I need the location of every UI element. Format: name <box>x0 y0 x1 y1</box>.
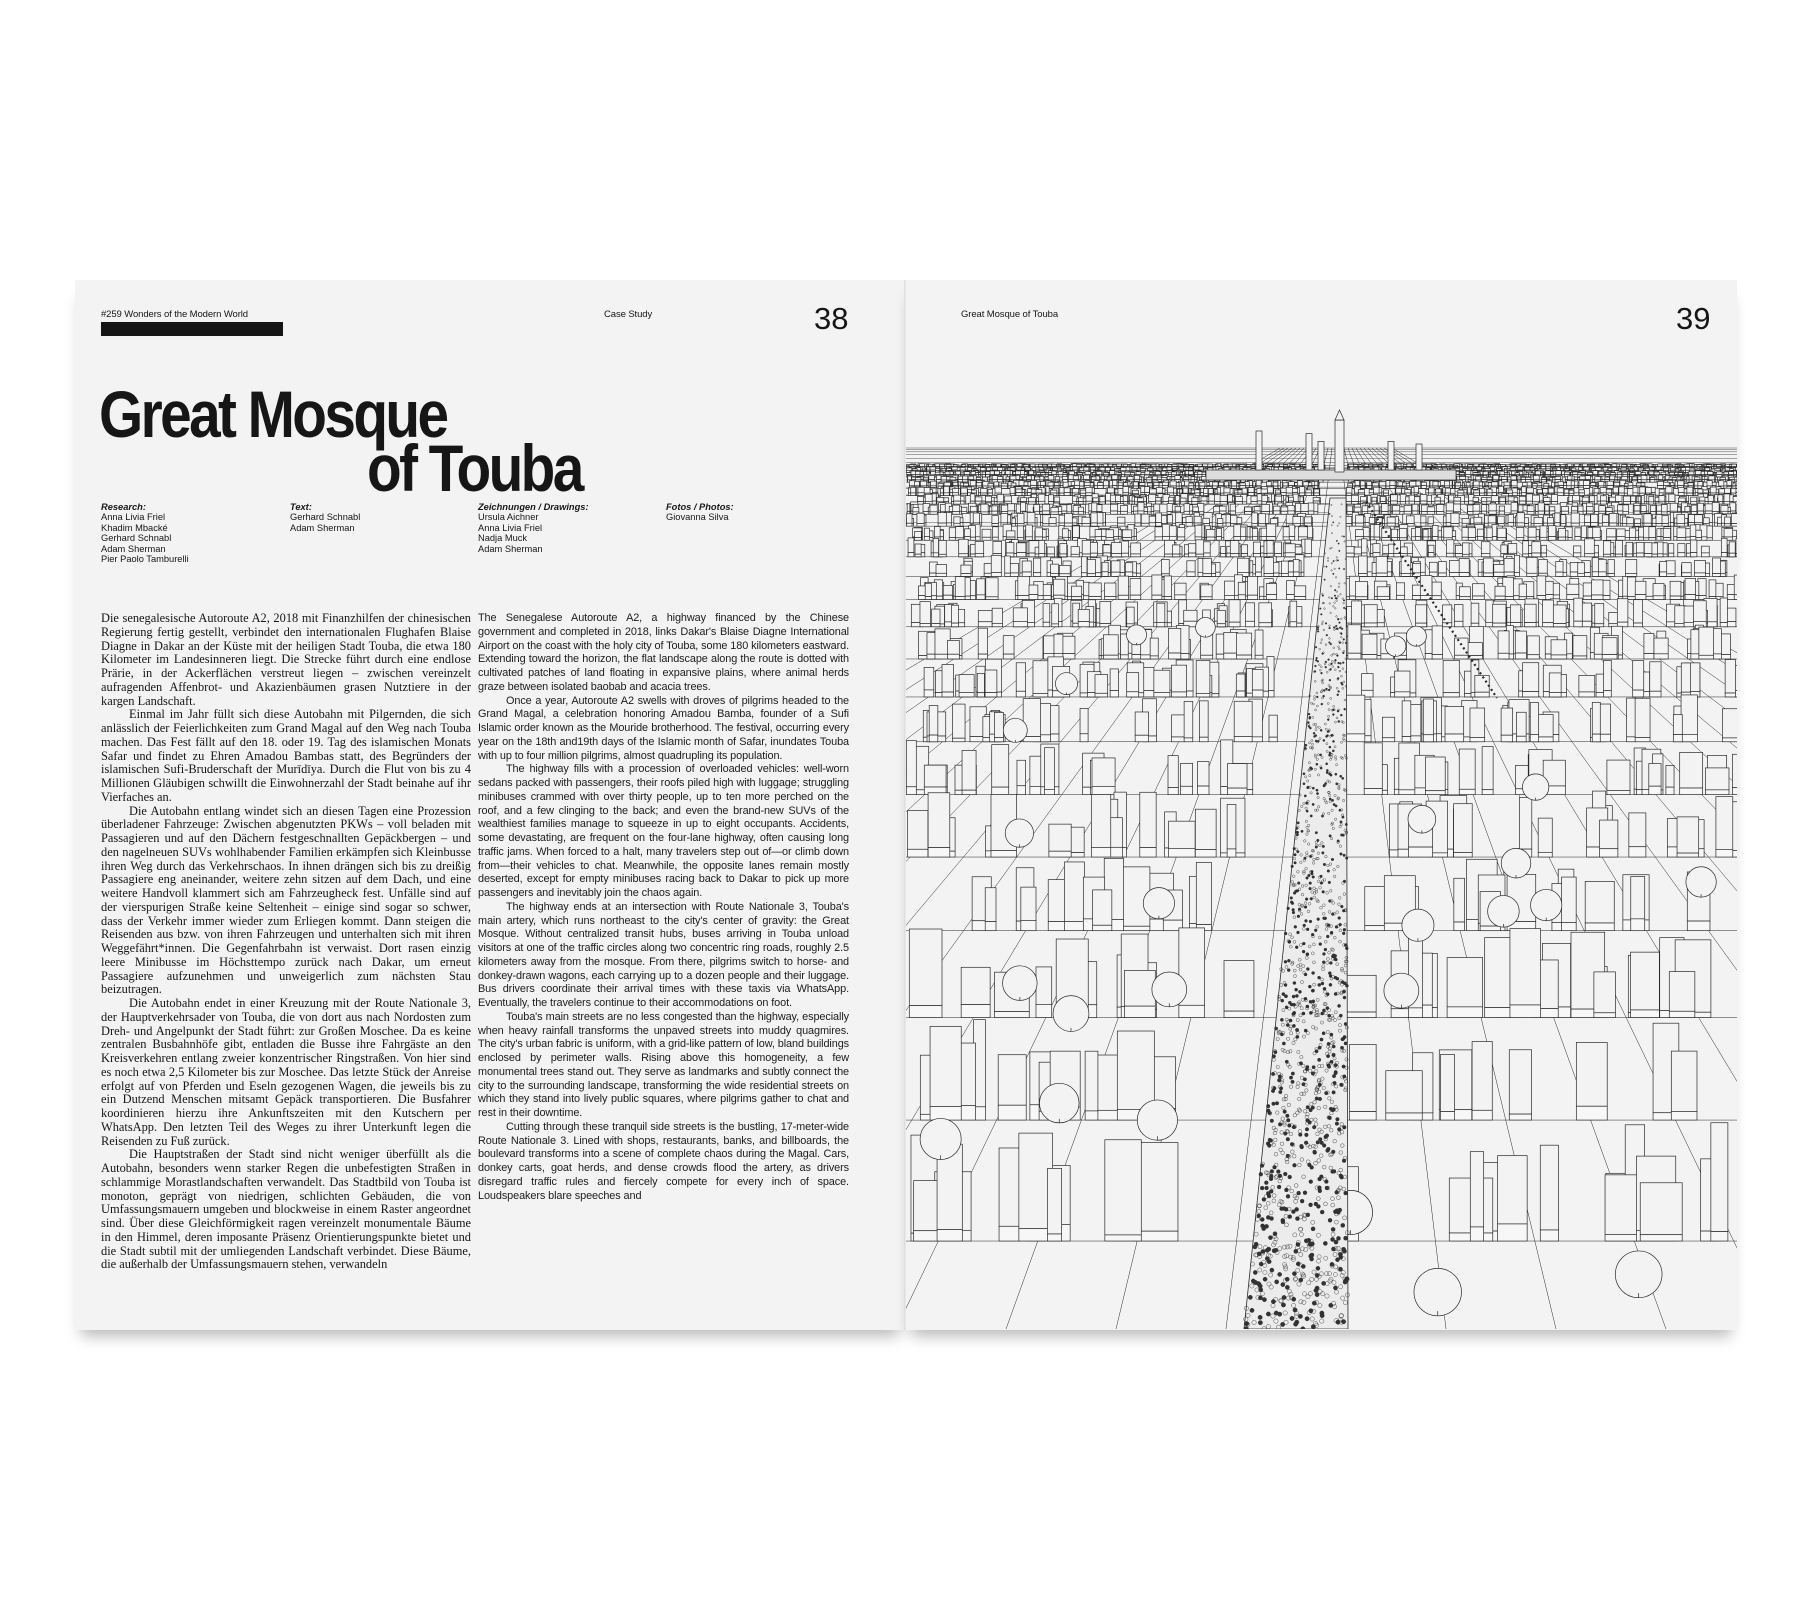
building <box>1603 467 1608 470</box>
building <box>1145 471 1150 475</box>
building <box>1493 475 1499 479</box>
credit-name: Nadja Muck <box>478 533 528 544</box>
building <box>1175 476 1180 480</box>
building-wall <box>1521 479 1526 482</box>
building <box>1107 477 1111 480</box>
building <box>1052 471 1056 474</box>
building <box>1574 464 1579 467</box>
page-number-right: 39 <box>1676 301 1711 336</box>
building <box>1582 464 1587 467</box>
building <box>1146 477 1152 479</box>
building <box>1595 477 1601 480</box>
building <box>1533 476 1539 480</box>
line-drawing-aerial-view-icon <box>906 400 1737 1329</box>
building <box>1112 475 1117 480</box>
building <box>1596 468 1601 471</box>
building <box>1085 472 1091 475</box>
german-text-column <box>101 612 471 1302</box>
building <box>1684 464 1689 466</box>
credit-name: Pier Paolo Tamburelli <box>101 554 189 565</box>
building <box>1103 464 1107 467</box>
building <box>1072 464 1077 467</box>
building <box>1573 472 1578 475</box>
building <box>994 471 999 475</box>
building <box>1183 477 1189 480</box>
building <box>996 464 1000 467</box>
building <box>1476 476 1481 480</box>
building <box>1203 464 1208 467</box>
building <box>1731 464 1736 466</box>
building-wall <box>1146 480 1152 482</box>
building <box>1121 467 1126 470</box>
building <box>1035 477 1040 480</box>
building <box>1427 464 1432 466</box>
credit-label: Zeichnungen / Drawings: <box>478 502 589 512</box>
building <box>1605 477 1609 479</box>
building <box>1184 481 1189 486</box>
building <box>1161 477 1166 479</box>
building <box>945 472 950 475</box>
building <box>1121 477 1127 480</box>
paragraph: The highway ends at an intersection with Route Nationale 3, Touba's main artery, which runs northeast to the city's center of gravity: the Great Mosque. Without centralized transit hubs, buses arriving in Touba unload visitors at one of the traffic circles along two concentric ring roads, roughly 2.5 kilometers away from the mosque. From there, pilgrims switch to horse- and donkey-drawn wagons, each carrying up to a dozen people and their luggage. Bus drivers coordinate their arrival times with these taxis via WhatsApp. Eventually, the travelers continue to their accommodations on foot. <box>478 900 849 1009</box>
building <box>1163 468 1167 470</box>
building <box>969 476 974 479</box>
building <box>1536 471 1541 475</box>
credit-name: Anna Livia Friel <box>101 512 166 523</box>
building <box>1016 471 1021 475</box>
building <box>1208 464 1213 466</box>
building <box>1396 464 1401 466</box>
building <box>1658 475 1663 479</box>
credit-name: Adam Sherman <box>478 543 543 554</box>
building-wall <box>1641 480 1647 482</box>
header-bar <box>101 322 283 336</box>
building <box>1477 467 1482 470</box>
building <box>1069 471 1075 475</box>
building <box>1161 471 1165 475</box>
paragraph: Die Hauptstraßen der Stadt sind nicht weniger überfüllt als die Autobahn, besonders wenn starker Regen die unbefestigten Straßen in schlammige Morastlandschaften verwandelt. Das Stadtbild von Touba ist monoton, geprägt von niedrigen, schlichten Gebäuden, die von Umfassungsmauern umgeben und blockweise in einem Raster angeordnet sind. Über diese Gleichförmigkeit ragen vereinzelt monumentale Bäume in den Himmel, deren imposante Präsenz Orientierungspunkte bietet und die Stadt subtil mit der umliegenden Landschaft verbindet. Diese Bäume, die außerhalb der Umfassungsmauern stehen, verwandeln <box>101 1147 471 1272</box>
building <box>1029 471 1034 475</box>
building <box>1555 477 1561 480</box>
building <box>1055 477 1059 480</box>
building <box>998 468 1003 471</box>
building <box>1685 467 1689 470</box>
building <box>1695 477 1700 479</box>
building <box>1136 472 1141 475</box>
building <box>1610 476 1615 480</box>
building <box>915 471 920 474</box>
building-wall <box>1717 475 1723 477</box>
building <box>1151 464 1156 466</box>
building <box>1084 475 1090 479</box>
building <box>935 472 940 475</box>
building <box>930 467 935 470</box>
building <box>971 471 975 474</box>
paragraph: Cutting through these tranquil side streets is the bustling, 17-meter-wide Route Nationale 3. Lined with shops, restaurants, banks, and billboards, the boulevard transforms into a scene of complete chaos during the Magal. Cars, donkey carts, goat herds, and dense crowds flood the artery, as drivers disregard traffic rules and fiercely compete for every inch of space. Loudspeakers blare speeches and <box>478 1120 849 1202</box>
credit-name: Khadim Mbacké <box>101 522 168 533</box>
building <box>1649 472 1654 475</box>
credit-name: Giovanna Silva <box>666 512 729 523</box>
building <box>1466 471 1471 475</box>
building <box>1460 476 1466 479</box>
building <box>986 468 990 471</box>
building <box>1127 477 1133 480</box>
building <box>1622 476 1628 479</box>
building <box>1656 467 1661 470</box>
building <box>1073 476 1078 480</box>
building <box>1568 476 1572 480</box>
building <box>1134 475 1139 479</box>
paragraph: Touba's main streets are no less congested than the highway, especially when heavy rainfall transforms the unpaved streets into muddy quagmires. The city's urban fabric is uniform, with a grid-like pattern of low, bland buildings enclosed by perimeter walls. Rising above this homogeneity, a few monumental trees stand out. They serve as landmarks and subtly connect the city to the surrounding landscape, transforming the wide residential streets on which they stand into lively public squares, where pilgrims gather to chat and rest in their downtime. <box>478 1010 849 1119</box>
building <box>1511 476 1516 480</box>
building <box>956 471 961 475</box>
building <box>1623 472 1628 475</box>
building <box>1729 472 1734 475</box>
building <box>1062 477 1067 480</box>
building <box>936 475 941 479</box>
building <box>1632 477 1637 480</box>
building <box>1139 483 1145 486</box>
building <box>1482 477 1487 479</box>
building <box>1474 464 1479 467</box>
credit-label: Text: <box>290 502 312 512</box>
building <box>1027 476 1032 480</box>
building <box>1010 468 1015 470</box>
building <box>1510 468 1515 470</box>
building <box>1705 468 1710 470</box>
building <box>1135 464 1140 466</box>
building <box>1006 471 1010 475</box>
building <box>1520 464 1525 466</box>
building <box>1649 468 1654 471</box>
building <box>1724 472 1728 475</box>
building <box>1179 467 1183 470</box>
paragraph: Die Autobahn entlang windet sich an diesen Tagen eine Prozession überladener Fahrzeuge: Zwischen abgenutzten PKWs – voll beladen mit Passagieren und auf den Dächern festgeschnallten Gepäckbergen – und den nagelneuen SUVs wohlhabender Familien erkämpfen sich Kleinbusse ihren Weg durch das Verkehrschaos. In ihnen drängen sich bis zu dreißig Passagiere eng aneinander, weitere zehn sitzen auf dem Dach, und eine weitere Handvoll klammert sich am Fahrzeugheck fest. Unfälle sind auf der vierspurigen Straße keine Seltenheit – einige sind sogar so schwer, dass der Verkehr immer wieder zum Erliegen kommt. Dann steigen die Reisenden aus bzw. von ihren Fahrzeugen und unterhalten sich mit ihren Weggefährt*innen. Die Gegenfahrbahn ist verwaist. Dort rasen einzig leere Minibusse im Höchsttempo zurück nach Dakar, um erneut Passagiere aufzunehmen und unweigerlich zum nächsten Stau beizutragen. <box>101 803 471 997</box>
credit-drawings <box>478 502 589 554</box>
building <box>1607 481 1613 485</box>
title-line-1: Great Mosque <box>99 377 447 451</box>
building <box>1658 464 1663 467</box>
building <box>1567 464 1572 467</box>
building <box>998 477 1003 480</box>
building <box>1194 467 1199 470</box>
building <box>1441 464 1445 466</box>
building <box>1030 464 1035 466</box>
building <box>1612 464 1617 467</box>
building <box>1483 472 1488 475</box>
building <box>916 477 921 479</box>
title-line-2: of Touba <box>367 431 582 505</box>
paragraph: The highway fills with a procession of overloaded vehicles: well-worn sedans packed with passengers, their roofs piled high with luggage; struggling minibuses crammed with over thirty people, up to ten more perched on the roof, and a few clinging to the back; and even the brand-new SUVs of the wealthiest families manage to squeeze in up to eight occupants. Accidents, some devastating, are frequent on the four-lane highway, often causing long traffic jams. When forced to a halt, many travelers step out of—or climb down from—their vehicles to chat. Meanwhile, the opposite lanes remain mostly deserted, except for empty minibuses racing back to Dakar to pick up more passengers and inevitably join the chaos again. <box>478 763 849 899</box>
paragraph: Die senegalesische Autoroute A2, 2018 mit Finanzhilfen der chinesischen Regierung fertig gestellt, verbindet den internationalen Flughafen Blaise Diagne in Dakar an der Küste mit der heiligen Stadt Touba, die etwa 180 Kilometer im Landesinneren liegt. Die Strecke führt durch eine endlose Prärie, in der Ackerflächen verstreut liegen – zwischen vereinzelt aufragenden Affenbrot- und Akazienbäumen grasen Nutztiere in der kargen Landschaft. <box>101 612 471 708</box>
building <box>1091 477 1096 480</box>
building <box>1664 468 1669 470</box>
building <box>1110 471 1115 475</box>
building <box>929 475 935 479</box>
credit-research <box>101 502 189 564</box>
building-wall <box>1541 467 1546 469</box>
building <box>1407 464 1411 467</box>
building <box>1593 471 1598 475</box>
building <box>1090 467 1095 470</box>
paragraph: The Senegalese Autoroute A2, a highway financed by the Chinese government and completed in 2018, links Dakar's Blaise Diagne International Airport on the coast with the holy city of Touba, some 180 kilometers eastward. Extending toward the horizon, the flat landscape along the route is dotted with cultivated patches of land floating in expansive plains, where animal herds graze between isolated baobab and acacia trees. <box>478 612 849 693</box>
building <box>1556 471 1561 475</box>
building <box>1198 472 1202 475</box>
building <box>1155 472 1160 475</box>
credit-name: Anna Livia Friel <box>478 522 543 533</box>
building <box>1095 464 1099 467</box>
section-label: Case Study <box>604 309 653 320</box>
building <box>1108 464 1112 466</box>
page-number-left: 38 <box>814 301 849 336</box>
building <box>968 468 972 471</box>
building <box>1025 468 1030 470</box>
building <box>986 472 990 475</box>
building <box>1349 464 1354 466</box>
credit-name: Gerhard Schnabl <box>290 512 361 523</box>
building <box>960 467 965 470</box>
building <box>1501 477 1507 480</box>
building <box>950 477 956 480</box>
building <box>1635 471 1641 474</box>
building <box>964 472 969 475</box>
building <box>1084 467 1089 470</box>
building <box>1132 468 1137 471</box>
building <box>1171 472 1176 475</box>
building <box>1048 476 1054 480</box>
building <box>1017 467 1021 470</box>
building <box>992 476 998 480</box>
building <box>1199 467 1204 470</box>
building <box>1599 471 1604 474</box>
credit-label: Research: <box>101 502 146 512</box>
building <box>1068 475 1073 480</box>
credit-name: Gerhard Schnabl <box>101 533 172 544</box>
building <box>1105 467 1110 470</box>
building <box>1010 476 1016 480</box>
credit-name: Ursula Aichner <box>478 512 539 523</box>
building <box>1152 476 1157 480</box>
building <box>1017 464 1022 467</box>
building <box>1097 471 1102 474</box>
credit-label: Fotos / Photos: <box>666 502 734 512</box>
building <box>1500 471 1504 475</box>
building <box>963 476 968 480</box>
building <box>1117 464 1122 466</box>
credit-text <box>290 502 360 533</box>
building <box>907 468 912 470</box>
building <box>1039 467 1043 470</box>
building <box>1490 472 1495 475</box>
building <box>1487 477 1492 479</box>
building <box>1695 471 1701 475</box>
building <box>1188 471 1193 475</box>
building <box>1612 468 1617 471</box>
building <box>1580 476 1585 479</box>
building <box>935 464 940 467</box>
building <box>1052 464 1057 466</box>
building <box>1125 472 1131 475</box>
building <box>1641 476 1647 480</box>
running-head: #259 Wonders of the Modern World <box>101 309 248 320</box>
building <box>993 467 998 470</box>
credit-name: Adam Sherman <box>290 522 355 533</box>
building <box>952 467 957 470</box>
building <box>1564 472 1569 474</box>
english-text-column <box>478 612 849 1302</box>
building-wall <box>1650 480 1655 482</box>
building <box>941 476 946 480</box>
paragraph: Die Autobahn endet in einer Kreuzung mit der Route Nationale 3, der Hauptverkehrsader von Touba, die von dort aus nach Nordosten zum Dreh- und Angelpunkt der Stadt führt: zur Großen Moschee. Da es keine zentralen Busbahnhöfe gibt, entladen die Busse ihre Fahrgäste an den Kreisverkehren entlang zweier konzentrischer Ringstraßen. Von hier sind es noch etwa 2,5 Kilometer bis zur Moschee. Das letzte Stück der Anreise erfolgt auf von Pferden und Eseln gezogenen Wagen, die jeweils bis zu ein Dutzend Menschen mitsamt Gepäck transportieren. Die Busfahrer koordinieren hierzu ihre Ankunftszeiten mit den Kutschern per WhatsApp. Den letzten Teil des Weges zu ihrer Unterkunft legen die Reisenden zu Fuß zurück. <box>101 996 471 1148</box>
building <box>1688 472 1694 475</box>
building <box>1661 472 1666 474</box>
building <box>1545 471 1550 475</box>
building <box>1100 467 1105 470</box>
paragraph: Once a year, Autoroute A2 swells with droves of pilgrims headed to the Grand Magal, a celebration honoring Amadou Bamba, founder of a Sufi Islamic order known as the Mouride brotherhood. The festival, occurring every year on the 18th and19th days of the Islamic month of Safar, inundates Touba with up to four million pilgrims, almost quadrupling its population. <box>478 694 849 762</box>
building <box>1594 464 1598 467</box>
building <box>1654 472 1659 475</box>
building <box>1490 467 1495 470</box>
building <box>1717 472 1723 475</box>
building <box>1228 464 1232 466</box>
building <box>1709 476 1715 480</box>
building <box>1725 468 1729 470</box>
running-head-right: Great Mosque of Touba <box>961 309 1059 320</box>
credit-photos <box>666 502 734 523</box>
building <box>958 476 962 480</box>
paragraph: Einmal im Jahr füllt sich diese Autobahn mit Pilgernden, die sich anlässlich der Feierlichkeiten zum Grand Magal auf den Weg nach Touba machen. Das Fest fällt auf den 18. oder 19. Tag des islamischen Monats Safar und findet zu Ehren Amadou Bambas statt, des Begründers der islamischen Sufi-Bruderschaft der Murīdīya. Durch die Flut von bis zu 4 Millionen Gläubigen schwillt die Einwohnerzahl der Stadt beinahe auf ihr Vierfaches an. <box>101 707 471 804</box>
building <box>920 464 925 467</box>
building <box>1518 467 1523 470</box>
credit-name: Adam Sherman <box>101 543 166 554</box>
building <box>1073 467 1078 470</box>
building <box>1584 467 1589 470</box>
building <box>1525 467 1530 470</box>
building <box>1707 471 1713 474</box>
